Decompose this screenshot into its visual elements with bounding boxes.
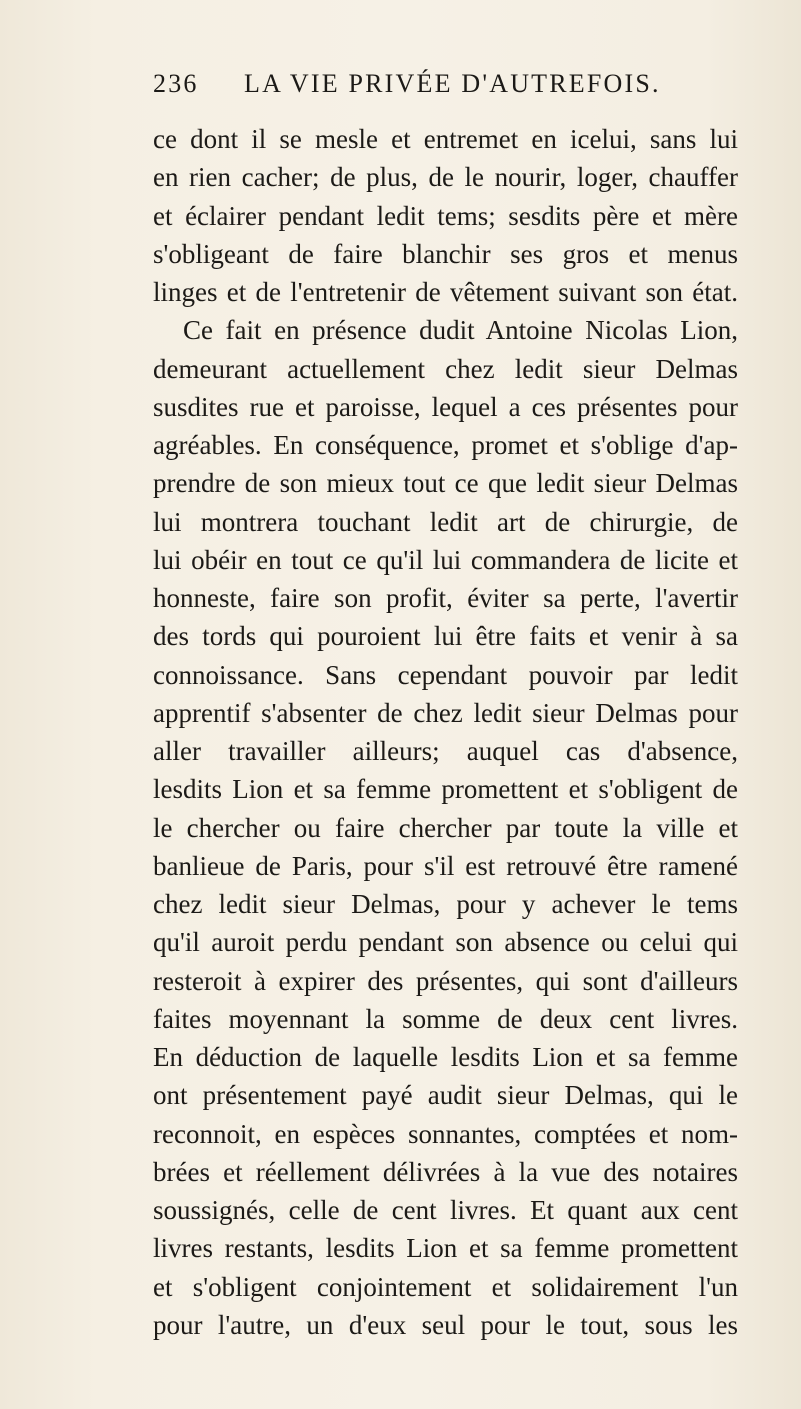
text-line: apprentif s'absenter de chez ledit sieur Delmas pour bbox=[153, 697, 738, 728]
text-line: lesdits Lion et sa femme promettent et s'obligent de bbox=[153, 774, 738, 805]
text-line: susdites rue et paroisse, lequel a ces présentes pour bbox=[153, 391, 738, 422]
text-line: En déduction de laquelle lesdits Lion et sa femme bbox=[153, 1042, 738, 1072]
text-line: faites moyennant la somme de deux cent livres. bbox=[153, 1003, 738, 1034]
text-line: agréables. En conséquence, promet et s'oblige d'ap- bbox=[153, 430, 738, 460]
text-line: lui obéir en tout ce qu'il lui commandera de licite et bbox=[153, 544, 738, 575]
text-line: reconnoit, en espèces sonnantes, comptées et nom- bbox=[153, 1118, 738, 1149]
text-line: honneste, faire son profit, éviter sa perte, l'avertir bbox=[153, 583, 738, 613]
text-line: resteroit à expirer des présentes, qui sont d'ailleurs bbox=[153, 965, 738, 996]
text-line: brées et réellement délivrées à la vue des notaires bbox=[153, 1156, 738, 1187]
text-line: s'obligeant de faire blanchir ses gros et menus bbox=[153, 238, 738, 269]
text-line: qu'il auroit perdu pendant son absence ou celui qui bbox=[153, 927, 738, 958]
text-line: livres restants, lesdits Lion et sa femme promettent bbox=[153, 1233, 738, 1264]
text-line: connoissance. Sans cependant pouvoir par ledit bbox=[153, 659, 738, 690]
text-line: soussignés, celle de cent livres. Et quant aux cent bbox=[153, 1195, 738, 1225]
text-line: lui montrera touchant ledit art de chirurgie, de bbox=[153, 506, 738, 537]
text-line: des tords qui pouroient lui être faits et venir à sa bbox=[153, 621, 738, 652]
text-line: linges et de l'entretenir de vêtement suivant son état. bbox=[153, 277, 738, 307]
text-line: en rien cacher; de plus, de le nourir, loger, chauffer bbox=[153, 162, 738, 193]
text-line: banlieue de Paris, pour s'il est retrouvé être ramené bbox=[153, 850, 738, 881]
text-line: chez ledit sieur Delmas, pour y achever le tems bbox=[153, 889, 738, 919]
text-line: le chercher ou faire chercher par toute la ville et bbox=[153, 812, 738, 843]
text-line: aller travailler ailleurs; auquel cas d'absence, bbox=[153, 736, 738, 766]
text-line: Ce fait en présence dudit Antoine Nicolas Lion, bbox=[183, 315, 738, 346]
text-line: pour l'autre, un d'eux seul pour le tout, sous les bbox=[153, 1309, 738, 1340]
page-number: 236 bbox=[153, 69, 199, 98]
running-title: LA VIE PRIVÉE D'AUTREFOIS. bbox=[244, 69, 661, 98]
text-line: prendre de son mieux tout ce que ledit sieur Delmas bbox=[153, 468, 738, 499]
text-line: et s'obligent conjointement et solidairement l'un bbox=[153, 1271, 738, 1302]
text-line: ce dont il se mesle et entremet en icelui, sans lui bbox=[153, 124, 738, 154]
text-line: ont présentement payé audit sieur Delmas, qui le bbox=[153, 1080, 738, 1111]
body-text bbox=[153, 120, 738, 1344]
text-line: et éclairer pendant ledit tems; sesdits père et mère bbox=[153, 200, 738, 231]
running-header bbox=[153, 66, 661, 102]
text-line: demeurant actuellement chez ledit sieur Delmas bbox=[153, 353, 738, 384]
